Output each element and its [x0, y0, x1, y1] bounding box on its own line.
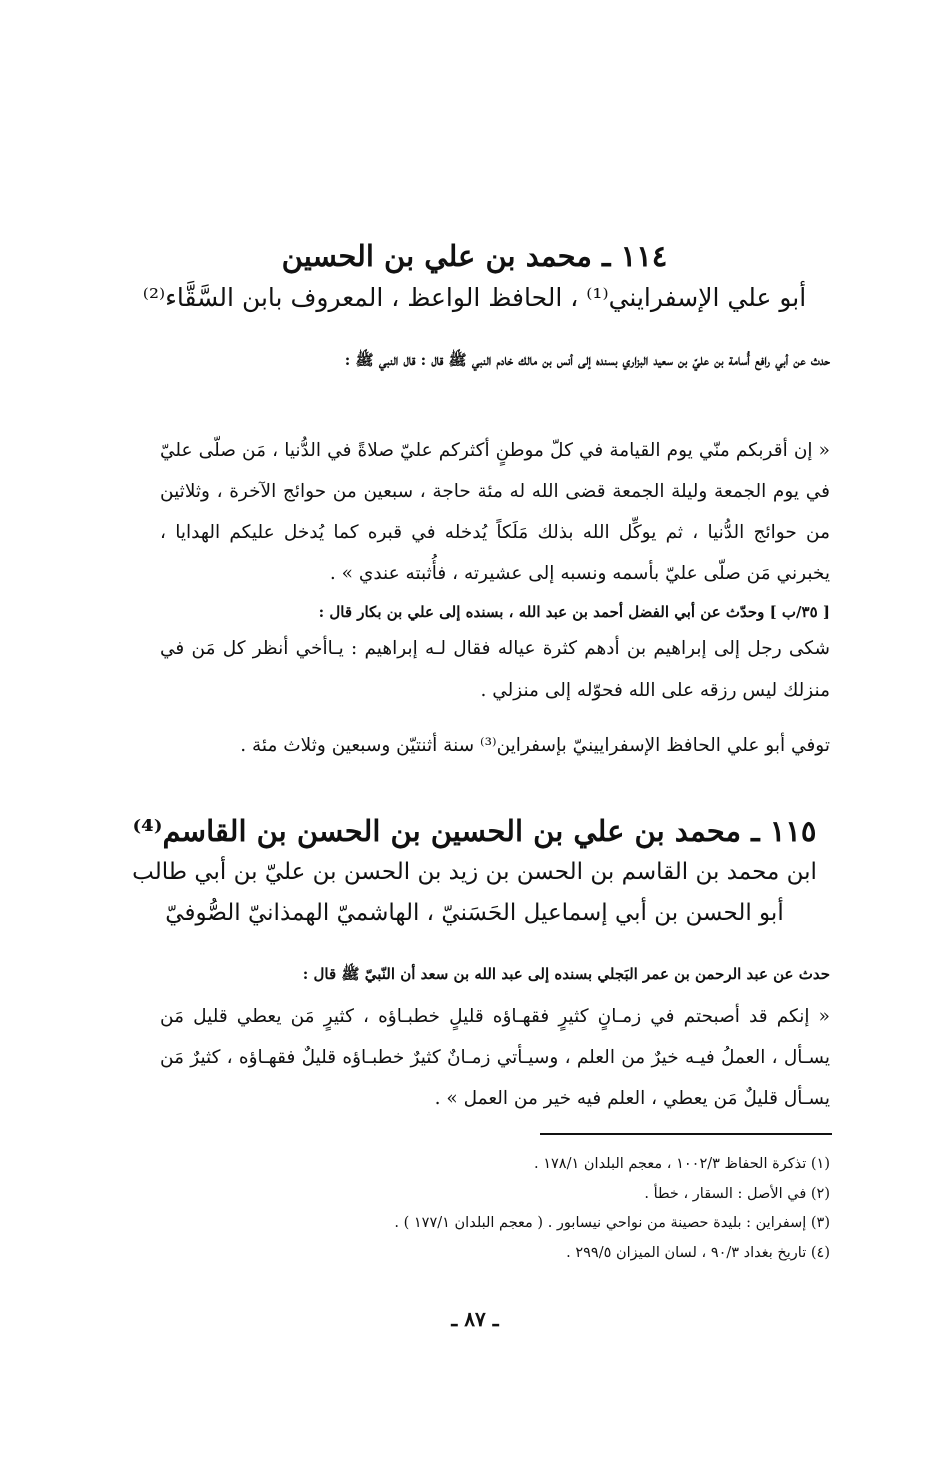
entry-115-lineage: ابن محمد بن القاسم بن الحسن بن زيد بن الحسن بن عليّ بن أبي طالب [132, 859, 817, 885]
entry-115-kunya: أبو الحسن بن أبي إسماعيل الحَسَنيّ ، الهاشميّ الهمذانيّ الصُّوفيّ [165, 900, 784, 926]
footnote-3: (٣) إسفراين : بليدة حصينة من نواحي نيسابور . ( معجم البلدان ١٧٧/١ ) . [394, 1215, 830, 1231]
entry-114-subtitle: أبو علي الإسفرايني⁽¹⁾ ، الحافظ الواعظ ، المعروف بابن السَّقَّاء⁽²⁾ [142, 283, 807, 312]
footnote-1: (١) تذكرة الحفاظ ١٠٠٢/٣ ، معجم البلدان ١٧٨/١ . [534, 1156, 830, 1172]
entry-115-title: ١١٥ ـ محمد بن علي بن الحسين بن الحسن بن القاسم⁽⁴⁾ [132, 814, 817, 848]
page-number: ـ ٨٧ ـ [451, 1307, 499, 1331]
entry-115-hadith: « إنكم قد أصبحتم في زمـانٍ كثيرٍ فقهـاؤه قليلٍ خطبـاؤه ، كثيرٍ مَن يعطي قليل مَن يسـأل ، العملُ فيـه خيرٌ من العلم ، وسيـأتي زمـانٌ كثيرٌ خطبـاؤه قليلٌ فقهـاؤه ، كثيرٌ مَن يسـأل قليلٌ مَن يعطي ، العلم فيه خير من العمل » . [160, 1006, 830, 1109]
entry-114-story: شكى رجل إلى إبراهيم بن أدهم كثرة عياله فقال لـه إبراهيم : يـاأخي أنظر كل مَن في منزلك ليس رزقه على الله فحوّله إلى منزلي . [160, 638, 830, 701]
entry-115-isnad: حدث عن عبد الرحمن بن عمر البَجلي بسنده إلى عبد الله بن سعد أن النّبيّ ﷺ قال : [302, 965, 830, 983]
entry-114-isnad: حدث عن أبي رافع أُسامة بن عليّ بن سعيد البزاري بسنده إلى أنس بن مالك خادم النبي ﷺ قال : قال النبي ﷺ : [344, 351, 830, 369]
entry-114-hadith: « إن أقربكم منّي يوم القيامة في كلّ موطنٍ أكثركم عليّ صلاةً في الدُّنيا ، مَن صلّى عليّ في يوم الجمعة وليلة الجمعة قضى الله له مئة حاجة ، سبعين من حوائج الآخرة ، وثلاثين من حوائج الدُّنيا ، ثم يوكِّل الله بذلك مَلَكاً يُدخله في قبره كما يُدخل عليكم الهدايا ، يخبرني مَن صلّى عليّ بأسمه ونسبه إلى عشيرته ، فأُثبته عندي » . [160, 440, 830, 584]
footnote-4: (٤) تاريخ بغداد ٩٠/٣ ، لسان الميزان ٢٩٩/٥ . [566, 1244, 830, 1261]
entry-114-title: ١١٤ ـ محمد بن علي بن الحسين [281, 239, 668, 273]
entry-114-death: توفي أبو علي الحافظ الإسفرايينيّ بإسفراين⁽³⁾ سنة أثنتيّن وسبعين وثلاث مئة . [240, 735, 830, 756]
footnotes [300, 1150, 830, 1268]
footnote-divider [540, 1133, 832, 1135]
footnote-2: (٢) في الأصل : السقار ، خطأ . [644, 1185, 830, 1202]
entry-114-isnad-2: [ ٣٥/ب ] وحدّث عن أبي الفضل أحمد بن عبد الله ، بسنده إلى علي بن بكار قال : [318, 603, 830, 621]
